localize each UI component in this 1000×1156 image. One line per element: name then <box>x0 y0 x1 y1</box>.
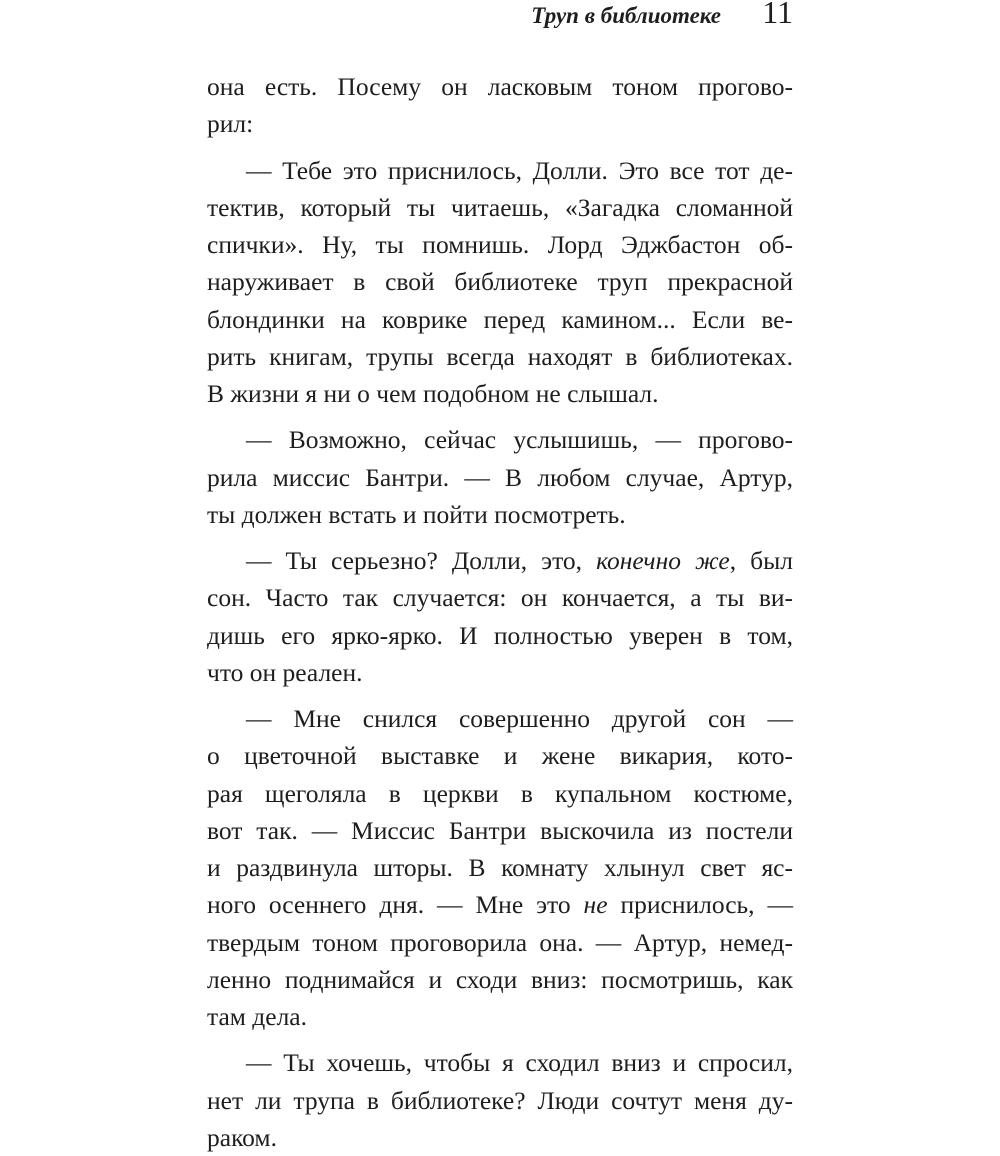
text-line: блондинки на коврике перед камином... Если ве- <box>207 304 793 334</box>
text-line: раком. <box>207 1122 277 1152</box>
text-line: ты должен встать и пойти посмотреть. <box>207 499 626 529</box>
text-line: вот так. — Миссис Бантри выскочила из постели <box>207 815 793 845</box>
text-line: рая щеголяла в церкви в купальном костюме, <box>207 778 793 808</box>
text-line: и раздвинула шторы. В комнату хлынул свет яс- <box>207 853 793 882</box>
text-line: сон. Часто так случается: он кончается, а ты ви- <box>207 583 793 613</box>
paragraph <box>207 542 793 691</box>
text-line: нет ли трупа в библиотеке? Люди сочтут меня ду- <box>207 1085 793 1115</box>
paragraph-gap <box>207 691 793 700</box>
text-line: тектив, который ты читаешь, «Загадка сломанной <box>207 192 793 222</box>
text-line: дишь его ярко-ярко. И полностью уверен в том, <box>207 620 793 650</box>
text-line: — Мне снился совершенно другой сон — <box>246 704 793 733</box>
text-fragment: ного осеннего дня. — Мне это <box>207 890 584 920</box>
text-line: — Ты хочешь, чтобы я сходил вниз и спросил, <box>246 1048 793 1078</box>
text-line: рить книгам, трупы всегда находят в библиотеках. <box>207 341 793 371</box>
page-number: 11 <box>762 0 793 30</box>
text-line: там дела. <box>207 1002 307 1031</box>
running-head <box>0 0 793 40</box>
body-text <box>207 68 793 1156</box>
text-line: твердым тоном проговорила она. — Артур, немед- <box>207 927 793 957</box>
paragraph <box>207 700 793 1035</box>
text-fragment: , был <box>729 546 793 575</box>
paragraph-gap <box>207 1035 793 1044</box>
paragraph-gap <box>207 143 793 152</box>
text-line: спички». Ну, ты помнишь. Лорд Эджбастон об- <box>207 230 793 259</box>
paragraph <box>207 68 793 143</box>
text-line: что он реален. <box>207 657 363 687</box>
text-line: В жизни я ни о чем подобном не слышал. <box>207 379 659 408</box>
text-line: — Тебе это приснилось, Долли. Это все тот де- <box>246 155 793 185</box>
emphasis-text: не <box>583 890 608 920</box>
paragraph <box>207 152 793 413</box>
text-line: рил: <box>207 109 254 139</box>
text-line: наруживает в свой библиотеке труп прекрасной <box>207 267 793 297</box>
text-line: она есть. Посему он ласковым тоном прогово- <box>207 72 793 101</box>
paragraph <box>207 1044 793 1156</box>
paragraph-gap <box>207 533 793 542</box>
text-line: о цветочной выставке и жене викария, кото- <box>207 741 793 771</box>
text-line: — Возможно, сейчас услышишь, — прогово- <box>246 425 793 455</box>
text-line <box>207 886 793 923</box>
paragraph-gap <box>207 412 793 421</box>
text-fragment: — Ты серьезно? Долли, это, <box>246 546 597 575</box>
text-line: ленно поднимайся и сходи вниз: посмотришь, как <box>207 964 793 994</box>
running-title: Труп в библиотеке <box>531 3 721 28</box>
text-line: рила миссис Бантри. — В любом случае, Артур, <box>207 462 793 492</box>
text-line <box>207 542 793 579</box>
text-fragment: приснилось, — <box>607 890 793 920</box>
emphasis-text: конечно же <box>596 546 730 575</box>
paragraph <box>207 421 793 533</box>
